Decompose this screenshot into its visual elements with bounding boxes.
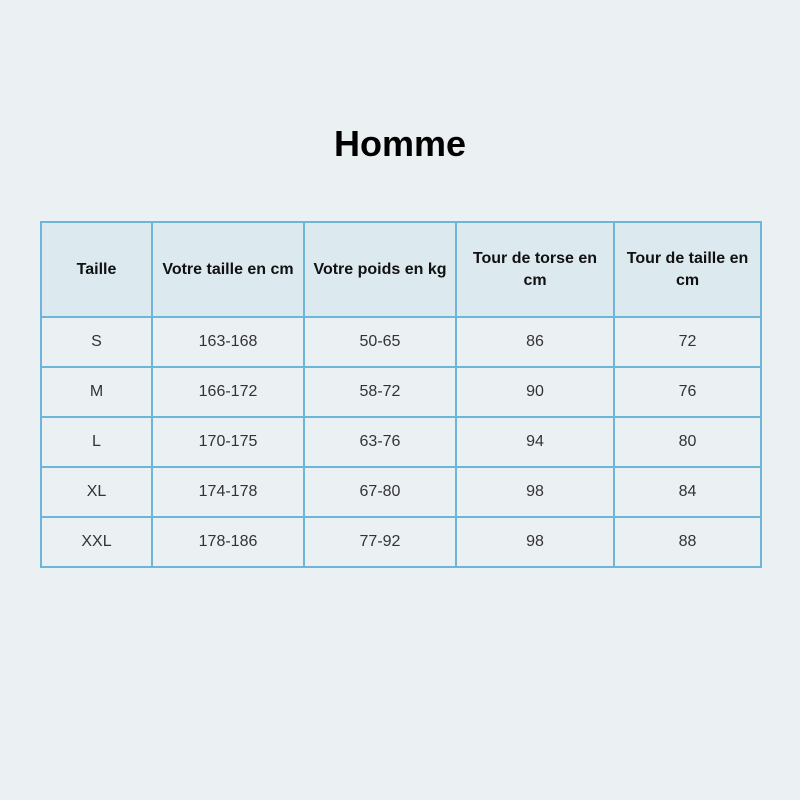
size-chart-table — [40, 221, 762, 568]
cell-height: 163-168 — [152, 317, 304, 367]
cell-weight: 58-72 — [304, 367, 456, 417]
table-row — [41, 417, 761, 467]
cell-chest: 98 — [456, 467, 614, 517]
cell-weight: 63-76 — [304, 417, 456, 467]
cell-waist: 80 — [614, 417, 761, 467]
table-row — [41, 367, 761, 417]
cell-waist: 72 — [614, 317, 761, 367]
cell-waist: 76 — [614, 367, 761, 417]
cell-chest: 94 — [456, 417, 614, 467]
cell-waist: 88 — [614, 517, 761, 567]
table-header-row — [41, 222, 761, 317]
cell-waist: 84 — [614, 467, 761, 517]
header-waist: Tour de taille en cm — [614, 222, 761, 317]
table-row — [41, 317, 761, 367]
header-size: Taille — [41, 222, 152, 317]
cell-weight: 67-80 — [304, 467, 456, 517]
cell-height: 174-178 — [152, 467, 304, 517]
cell-chest: 98 — [456, 517, 614, 567]
table-row — [41, 517, 761, 567]
cell-weight: 50-65 — [304, 317, 456, 367]
cell-size: L — [41, 417, 152, 467]
cell-size: S — [41, 317, 152, 367]
cell-size: XL — [41, 467, 152, 517]
cell-weight: 77-92 — [304, 517, 456, 567]
cell-size: M — [41, 367, 152, 417]
page-title: Homme — [333, 123, 467, 164]
table-row — [41, 467, 761, 517]
cell-height: 178-186 — [152, 517, 304, 567]
cell-chest: 90 — [456, 367, 614, 417]
cell-height: 166-172 — [152, 367, 304, 417]
cell-size: XXL — [41, 517, 152, 567]
cell-chest: 86 — [456, 317, 614, 367]
cell-height: 170-175 — [152, 417, 304, 467]
header-chest: Tour de torse en cm — [456, 222, 614, 317]
header-height: Votre taille en cm — [152, 222, 304, 317]
header-weight: Votre poids en kg — [304, 222, 456, 317]
